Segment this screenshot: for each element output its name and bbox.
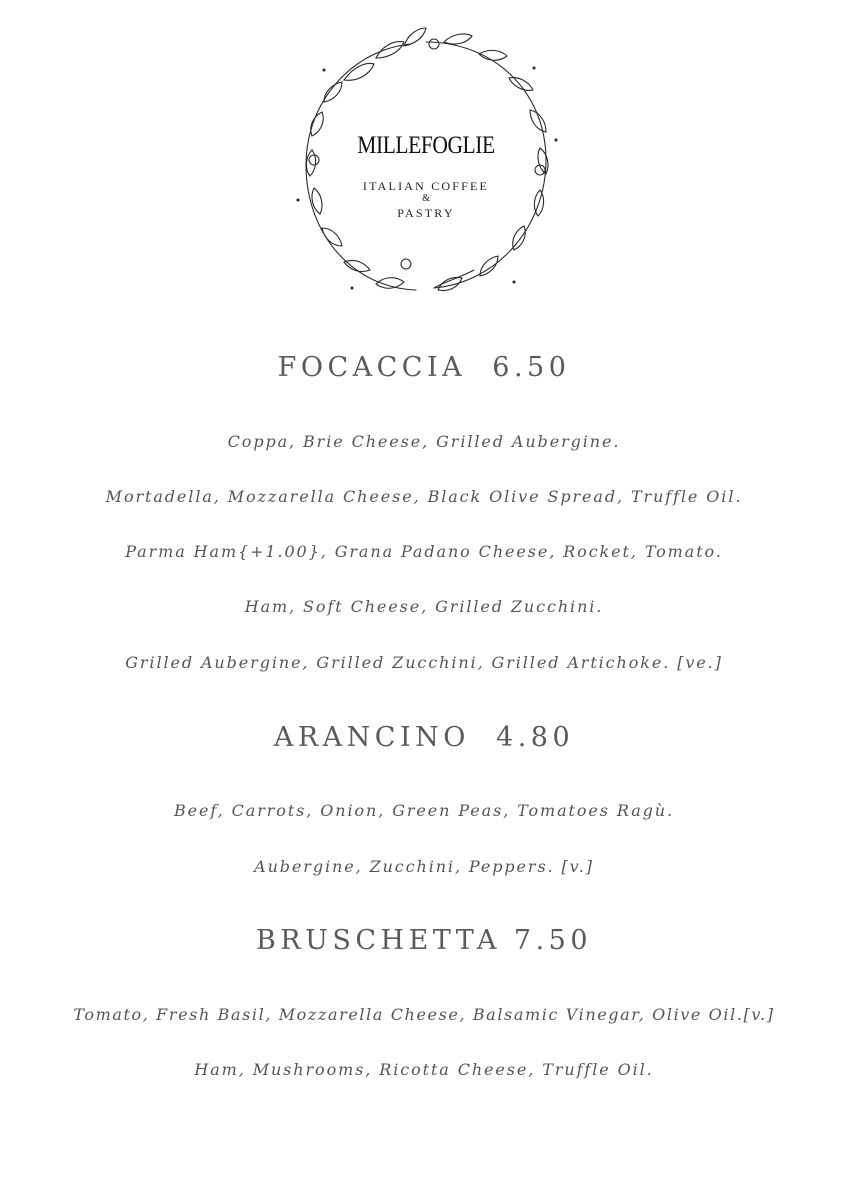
brand-tagline-italian-coffee: ITALIAN COFFEE [362,179,490,193]
menu-item: Aubergine, Zucchini, Peppers. [v.] [254,857,594,876]
section-title-arancino: ARANCINO 4.80 [273,722,575,753]
menu-item: Ham, Mushrooms, Ricotta Cheese, Truffle Oil. [194,1060,654,1079]
menu-item: Ham, Soft Cheese, Grilled Zucchini. [244,597,604,616]
floral-wreath-icon [284,20,568,310]
section-title-bruschetta: BRUSCHETTA 7.50 [255,925,593,956]
section-title-focaccia: FOCACCIA 6.50 [277,352,571,383]
menu-item: Coppa, Brie Cheese, Grilled Aubergine. [227,432,621,451]
menu-item: Beef, Carrots, Onion, Green Peas, Tomatoes Ragù. [174,801,674,820]
menu-item: Mortadella, Mozzarella Cheese, Black Olive Spread, Truffle Oil. [105,487,743,506]
brand-ampersand: & [422,193,430,204]
menu-item: Tomato, Fresh Basil, Mozzarella Cheese, Balsamic Vinegar, Olive Oil.[v.] [73,1005,775,1024]
menu-item: Parma Ham{+1.00}, Grana Padano Cheese, Rocket, Tomato. [125,542,723,561]
brand-name: MILLEFOGLIE [357,132,495,159]
logo [284,20,568,310]
brand-tagline-pastry: PASTRY [397,206,455,220]
menu-item: Grilled Aubergine, Grilled Zucchini, Grilled Artichoke. [ve.] [125,653,723,672]
